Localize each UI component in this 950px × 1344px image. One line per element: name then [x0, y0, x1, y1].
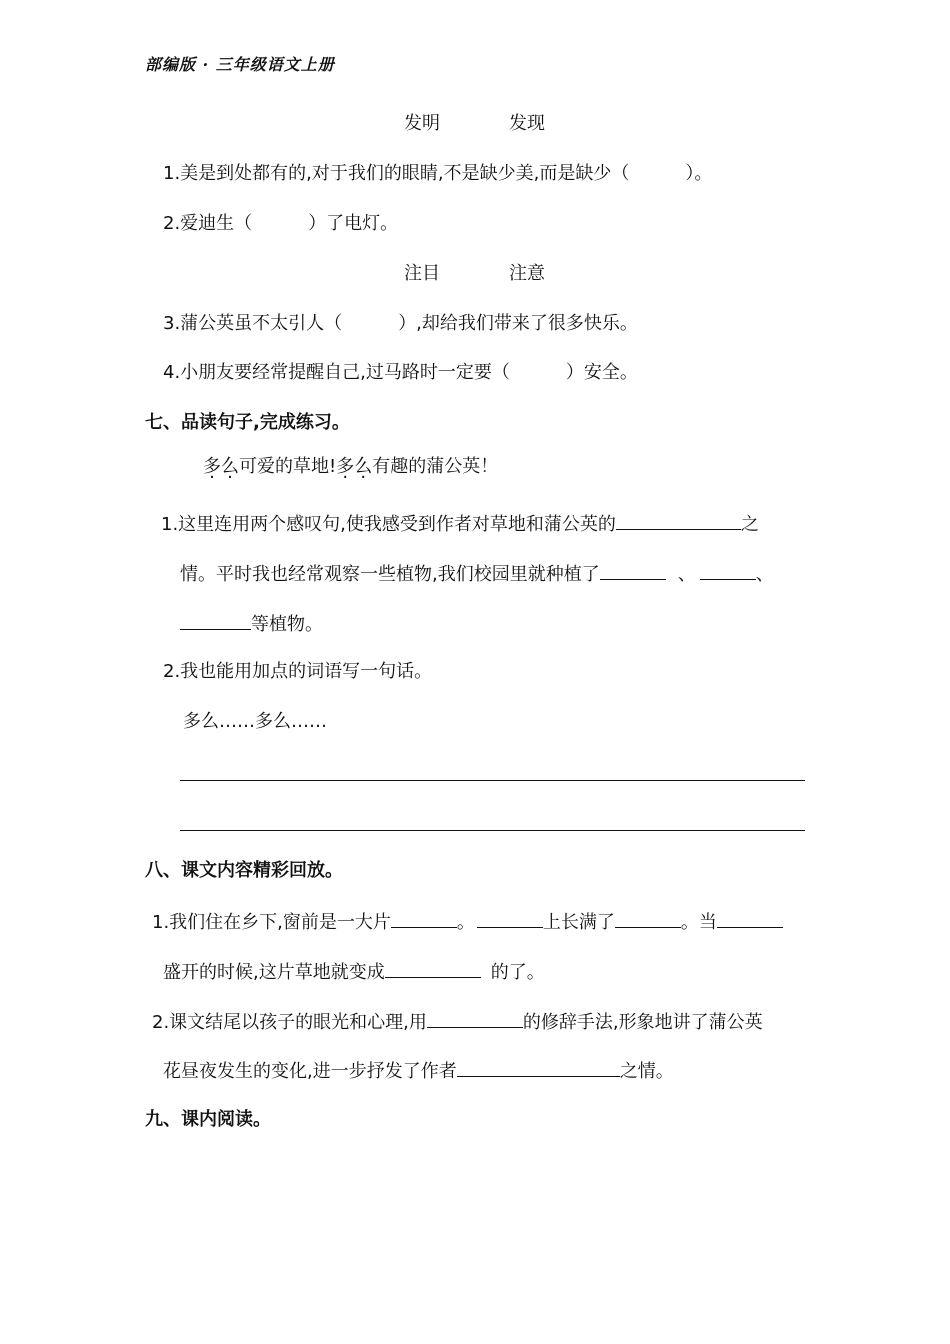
question-text: 1.我们住在乡下,窗前是一大片 [152, 912, 391, 933]
question-text: 等植物。 [251, 614, 323, 635]
dotted-char: 多 [336, 456, 355, 477]
question-2-close: ）了电灯。 [308, 213, 399, 234]
question-1-text: 1.美是到处都有的,对于我们的眼睛,不是缺少美,而是缺少（ [163, 163, 630, 184]
section-7-title: 七、品读句子,完成练习。 [145, 412, 350, 433]
answer-blank-s8-5[interactable] [385, 959, 481, 978]
section-8-q2-line1 [152, 1009, 763, 1035]
question-text: 花昼夜发生的变化,进一步抒发了作者 [163, 1061, 457, 1082]
section-7-sentence [203, 455, 498, 479]
answer-blank-s8-4[interactable] [717, 909, 783, 928]
question-1-close: ）。 [685, 163, 713, 184]
section-7-q2: 2.我也能用加点的词语写一句话。 [163, 661, 433, 682]
dotted-char: 多 [203, 456, 221, 477]
section-8-title: 八、课文内容精彩回放。 [145, 860, 343, 881]
word-option-faming: 发明 [404, 113, 440, 134]
answer-blank-s8-6[interactable] [427, 1009, 523, 1028]
question-3-text: 3.蒲公英虽不太引人（ [163, 313, 343, 334]
answer-blank-s8-7[interactable] [457, 1058, 620, 1077]
question-text: 的了。 [490, 962, 545, 983]
question-3-close: ）,却给我们带来了很多快乐。 [398, 313, 638, 334]
section-8-q1-line2 [163, 959, 545, 985]
question-text: 盛开的时候,这片草地就变成 [163, 962, 385, 983]
section-8-q1-line1 [152, 909, 783, 935]
section-7-q1-line1 [161, 511, 759, 537]
answer-blank-s8-2[interactable] [477, 909, 543, 928]
answer-blank-s8-1[interactable] [391, 909, 457, 928]
question-2-text: 2.爱迪生（ [163, 213, 253, 234]
section-7-q1-line3 [180, 611, 323, 637]
question-text: 。 [456, 912, 475, 933]
question-text: 。当 [680, 912, 717, 933]
question-text: 的修辞手法,形象地讲了蒲公英 [522, 1012, 763, 1033]
question-4-text: 4.小朋友要经常提醒自己,过马路时一定要（ [163, 362, 510, 383]
dotted-char: 么 [221, 456, 239, 477]
question-text: 之情。 [619, 1061, 674, 1082]
separator: 、 [755, 564, 774, 585]
section-8-q2-line2 [163, 1058, 674, 1084]
answer-blank-feeling[interactable] [616, 511, 741, 530]
answer-blank-plant-3[interactable] [180, 611, 251, 630]
word-option-zhumu: 注目 [404, 263, 440, 284]
question-text: 之 [740, 514, 759, 535]
section-9-title: 九、课内阅读。 [145, 1109, 271, 1130]
question-text: 1.这里连用两个感叹句,使我感受到作者对草地和蒲公英的 [161, 514, 616, 535]
question-text: 上长满了 [542, 912, 615, 933]
separator: 、 [677, 564, 696, 585]
sentence-part: 可爱的草地! [239, 456, 337, 477]
question-4-close: ）安全。 [565, 362, 638, 383]
sentence-part: 有趣的蒲公英！ [372, 456, 499, 477]
answer-blank-s8-3[interactable] [615, 909, 681, 928]
question-text: 2.课文结尾以孩子的眼光和心理,用 [152, 1012, 427, 1033]
word-option-zhuyi: 注意 [509, 263, 545, 284]
question-text: 情。平时我也经常观察一些植物,我们校园里就种植了 [180, 564, 600, 585]
answer-blank-plant-1[interactable] [600, 561, 666, 580]
dotted-char: 么 [354, 456, 373, 477]
question-2 [163, 212, 398, 236]
question-1 [163, 162, 712, 186]
question-4 [163, 361, 638, 385]
writing-line-1[interactable] [180, 780, 805, 781]
writing-line-2[interactable] [180, 830, 805, 831]
word-option-faxian: 发现 [509, 113, 545, 134]
question-3 [163, 312, 638, 336]
page-header: 部编版 · 三年级语文上册 [145, 55, 335, 74]
section-7-q1-line2 [180, 561, 774, 587]
answer-blank-plant-2[interactable] [700, 561, 756, 580]
section-7-q2-prompt: 多么……多么…… [183, 711, 327, 732]
